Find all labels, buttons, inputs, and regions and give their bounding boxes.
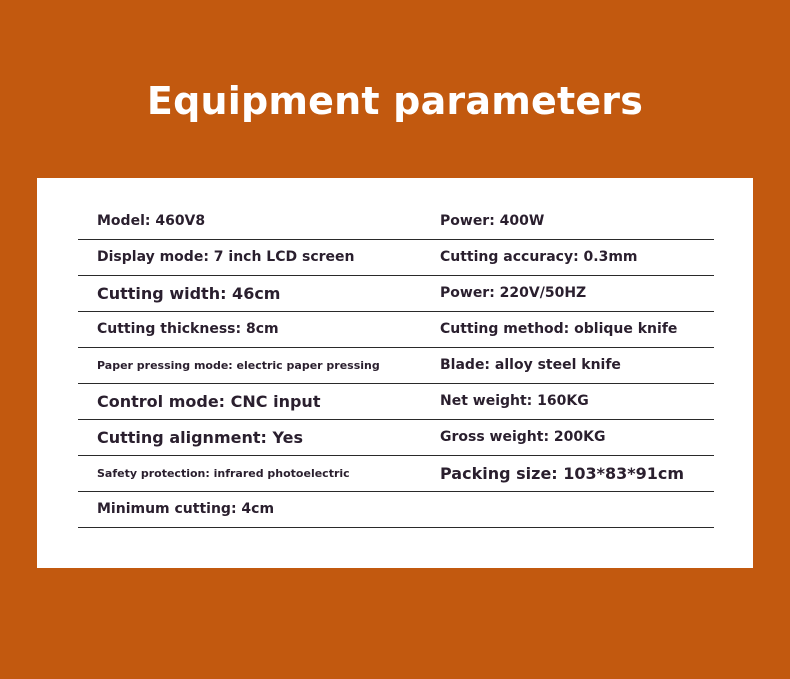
page-title: Equipment parameters [146,79,644,123]
table-row [78,204,714,240]
parameter-cutting-alignment: Cutting alignment: Yes [97,428,303,447]
table-row [78,492,714,528]
parameter-net-weight: Net weight: 160KG [440,393,589,409]
table-row [78,420,714,456]
parameter-blade: Blade: alloy steel knife [440,357,621,373]
parameter-model: Model: 460V8 [97,213,206,229]
table-row [78,312,714,348]
parameter-cutting-accuracy: Cutting accuracy: 0.3mm [440,249,638,265]
parameter-packing-size: Packing size: 103*83*91cm [440,464,685,483]
table-row [78,240,714,276]
parameter-cutting-width: Cutting width: 46cm [97,284,281,303]
parameter-gross-weight: Gross weight: 200KG [440,429,606,445]
table-row [78,276,714,312]
parameters-table [78,204,714,528]
parameter-cutting-thickness: Cutting thickness: 8cm [97,321,279,337]
parameter-cutting-method: Cutting method: oblique knife [440,321,678,337]
parameter-power-supply: Power: 220V/50HZ [440,285,587,301]
parameter-minimum-cutting: Minimum cutting: 4cm [97,501,275,517]
parameter-safety-protection: Safety protection: infrared photoelectric [97,467,350,480]
parameter-display-mode: Display mode: 7 inch LCD screen [97,249,355,265]
parameter-paper-pressing-mode: Paper pressing mode: electric paper pressing [97,359,380,372]
table-row [78,456,714,492]
parameter-control-mode: Control mode: CNC input [97,392,321,411]
table-row [78,348,714,384]
parameter-power: Power: 400W [440,213,545,229]
parameter-empty [440,492,712,527]
parameters-panel [37,178,753,568]
table-row [78,384,714,420]
